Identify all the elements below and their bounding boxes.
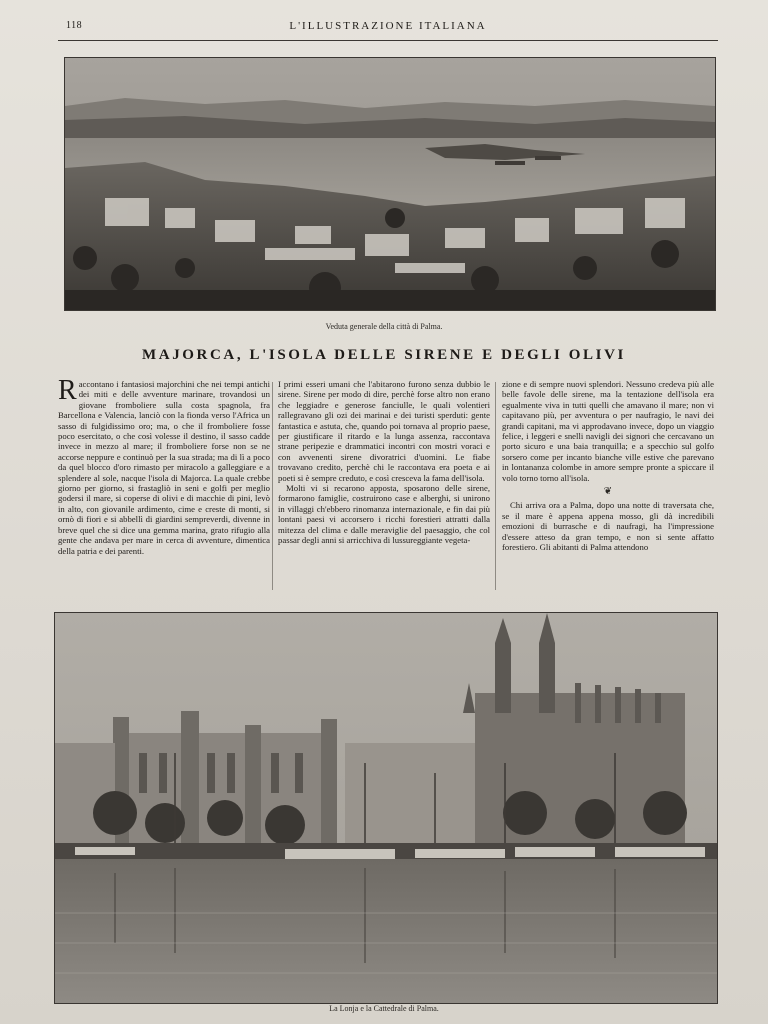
page-number: 118 (66, 20, 83, 31)
article-column-3 (502, 379, 714, 593)
paragraph (58, 379, 270, 556)
article-column-1 (58, 379, 270, 593)
paragraph-text: accontano i fantasiosi majorchini che nei tempi antichi dei miti e delle avventure marinare, trovandosi un giovane fromboliere sulla costa spagnola, fra Barcellona e Valencia, lanciò con la fionda verso l'Africa un sasso di fulgidissimo oro; ma, o che il fromboliere fosse poco esercitato, o che così volesse il destino, il sasso cadde invece in mezzo al mare; il fromboliere forse non se ne accorse neppure e continuò per la sua strada; ma di lì a poco da quel blocco d'oro rimasto per miracolo a galleggiare e a splendere al sole, nacque l'isola di Majorca. La quale crebbe giorno per giorno, si frastagliò in seni e golfi per meglio godersi il mare, si coperse di olivi e di macchie di pini, levò in alto, con giovanile ardimento, cime e creste di monti, si ornò di fiori e si abbellì di giardini sempreverdi, divenne in breve quel che si dice una gemma marina, grato rifugio alla gente che andava per mare in cerca di avventure, dimentica della patria e dei parenti. (58, 379, 270, 556)
column-divider (495, 382, 496, 590)
article-column-2 (278, 379, 490, 593)
bottom-photo-caption: La Lonja e la Cattedrale di Palma. (329, 1004, 439, 1013)
drop-cap: R (58, 379, 77, 406)
paragraph: Chi arriva ora a Palma, dopo una notte di traversata che, se il mare è appena appena mosso, gli dà incredibili emozioni di burrasche e di naufragi, ha l'impressione d'essere atteso da gran tempo, e non si sente affatto forestiero. Gli abitanti di Palma attendono (502, 500, 714, 553)
paragraph: I primi esseri umani che l'abitarono furono senza dubbio le sirene. Sirene per modo di dire, perchè forse altro non erano che leggiadre e generose fanciulle, le quali volentieri rallegravano gli ozi dei marinai e dei turisti sperduti: gente fantastica e astuta, che, quando poi tornava al proprio paese, per giustificare il ritardo e la lunga assenza, raccontava strane peripezie e drammatici incontri con mostri voraci e con avvenenti sirene divoratrici d'uomini. Le fiabe trovavano credito, perchè chi le raccontava era poeta e ai poeti si è sempre creduto, e così cresceva la fama dell'isola. (278, 379, 490, 483)
paragraph: zione e di sempre nuovi splendori. Nessuno credeva più alle belle favole delle sirene, ma la tentazione dell'isola era egualmente viva in tutti quelli che amavano il mare; non vi capitavano più, per avventura o per naufragio, le navi dei grandi capitani, ma vi approdavano invece, dopo un viaggio felice, i leggeri e snelli navigli dei signori che cercavano un porto sicuro e una baia tranquilla; e a specchio sul golfo sorsero come per incanto bianche ville estive che parevano in lontananza colombe in amore sempre pronte a spiccare il volo torno torno all'isola. (502, 379, 714, 483)
palma-panorama-photo (64, 57, 716, 311)
section-ornament: ❦ (603, 486, 613, 498)
article-title: MAJORCA, L'ISOLA DELLE SIRENE E DEGLI OLIVI (142, 347, 626, 363)
top-photo-caption: Veduta generale della città di Palma. (325, 322, 443, 331)
lonja-cathedral-photo (54, 612, 718, 1004)
lonja-cathedral-image (55, 613, 717, 1003)
palma-panorama-image (65, 58, 715, 310)
paragraph: Molti vi si recarono apposta, sposarono delle sirene, formarono famiglie, costruirono case e alberghi, si unirono in villaggi ch'ebbero rinomanza internazionale, e fin dai più lontani paesi vi accorsero i ricchi forestieri attratti dalla mitezza del clima e dalle meraviglie del paesaggio, che col passar degli anni si arricchiva di lussureggiante vegeta- (278, 483, 490, 546)
column-divider (272, 382, 273, 590)
page-header (58, 18, 718, 41)
running-head: L'ILLUSTRAZIONE ITALIANA (289, 20, 487, 32)
